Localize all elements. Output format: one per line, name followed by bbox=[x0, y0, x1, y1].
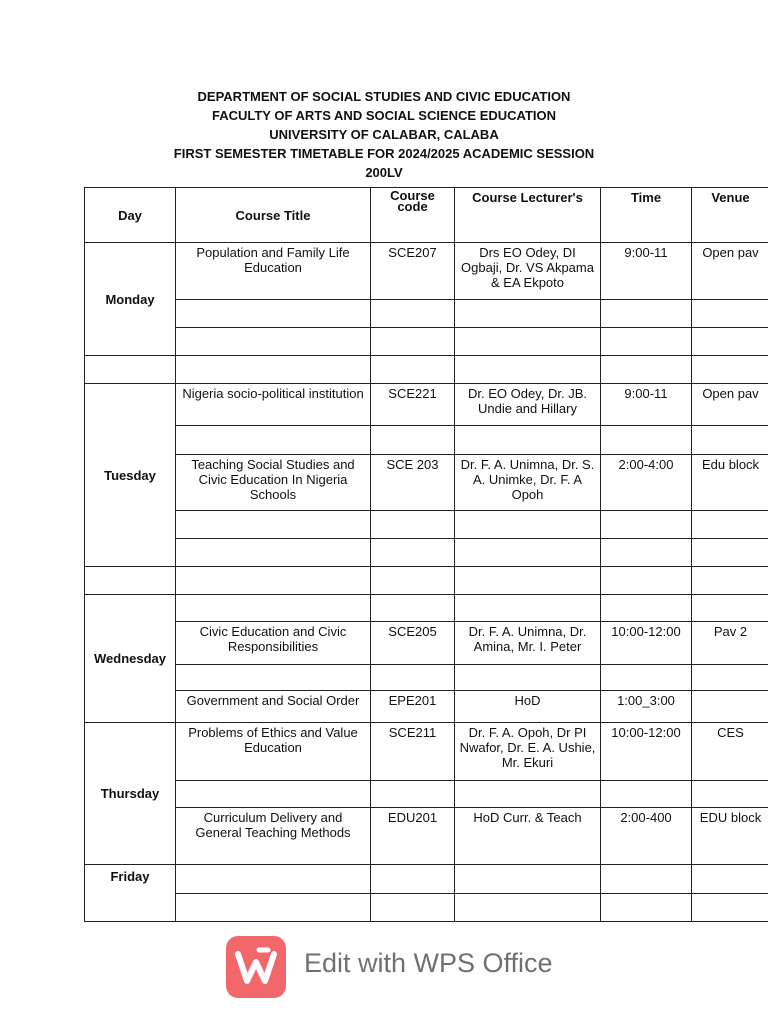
lecturer-cell: Dr. F. A. Unimna, Dr. S. A. Unimke, Dr. F. A Opoh bbox=[455, 455, 601, 511]
lecturer-cell: HoD bbox=[455, 691, 601, 723]
empty-row bbox=[85, 665, 768, 691]
university-title: UNIVERSITY OF CALABAR, CALABA bbox=[269, 127, 499, 142]
empty-row bbox=[85, 781, 768, 808]
lecturer-cell: Drs EO Odey, DI Ogbaji, Dr. VS Akpama & EA Ekpoto bbox=[455, 243, 601, 300]
table-row bbox=[85, 723, 768, 781]
course-title-cell: Problems of Ethics and Value Education bbox=[176, 723, 371, 781]
lecturer-cell: Dr. F. A. Opoh, Dr PI Nwafor, Dr. E. A. Ushie, Mr. Ekuri bbox=[455, 723, 601, 781]
course-code-cell: SCE205 bbox=[371, 622, 455, 665]
time-cell: 10:00-12:00 bbox=[601, 622, 692, 665]
wps-edit-link[interactable]: Edit with WPS Office bbox=[304, 948, 553, 978]
day-friday: Friday bbox=[85, 865, 176, 922]
table-row bbox=[85, 808, 768, 865]
empty-row bbox=[85, 300, 768, 328]
document-heading bbox=[0, 87, 768, 182]
separator-row bbox=[85, 567, 768, 595]
col-lecturers: Course Lecturer's bbox=[455, 188, 601, 243]
faculty-title: FACULTY OF ARTS AND SOCIAL SCIENCE EDUCATION bbox=[211, 108, 557, 123]
empty-row bbox=[85, 426, 768, 455]
header-row bbox=[85, 188, 768, 243]
time-cell: 2:00-4:00 bbox=[601, 455, 692, 511]
table-row bbox=[85, 455, 768, 511]
venue-cell: CES bbox=[692, 723, 768, 781]
empty-row bbox=[85, 595, 768, 622]
table-row bbox=[85, 622, 768, 665]
col-day: Day bbox=[85, 188, 176, 243]
course-code-cell: EPE201 bbox=[371, 691, 455, 723]
time-cell: 1:00_3:00 bbox=[601, 691, 692, 723]
course-code-cell: SCE 203 bbox=[371, 455, 455, 511]
day-thursday: Thursday bbox=[85, 723, 176, 865]
venue-cell: Edu block bbox=[692, 455, 768, 511]
table-row bbox=[85, 243, 768, 300]
department-title: DEPARTMENT OF SOCIAL STUDIES AND CIVIC EDUCATION bbox=[197, 89, 571, 104]
course-title-cell: Population and Family Life Education bbox=[176, 243, 371, 300]
col-course-code: Course code bbox=[371, 188, 455, 243]
course-title-cell: Curriculum Delivery and General Teaching Methods bbox=[176, 808, 371, 865]
table-row bbox=[85, 384, 768, 426]
course-title-cell: Civic Education and Civic Responsibilities bbox=[176, 622, 371, 665]
empty-row bbox=[85, 511, 768, 539]
course-title-cell: Nigeria socio-political institution bbox=[176, 384, 371, 426]
course-code-cell: SCE207 bbox=[371, 243, 455, 300]
venue-cell: Open pav bbox=[692, 384, 768, 426]
wps-logo-icon bbox=[226, 936, 286, 998]
empty-row bbox=[85, 328, 768, 356]
course-title-cell: Teaching Social Studies and Civic Education In Nigeria Schools bbox=[176, 455, 371, 511]
col-venue: Venue bbox=[692, 188, 768, 243]
separator-row bbox=[85, 356, 768, 384]
level-title: 200LV bbox=[365, 165, 403, 180]
empty-row bbox=[85, 865, 768, 894]
time-cell: 9:00-11 bbox=[601, 243, 692, 300]
course-code-cell: SCE221 bbox=[371, 384, 455, 426]
venue-cell bbox=[692, 691, 768, 723]
course-code-cell: SCE211 bbox=[371, 723, 455, 781]
lecturer-cell: HoD Curr. & Teach bbox=[455, 808, 601, 865]
time-cell: 10:00-12:00 bbox=[601, 723, 692, 781]
timetable-title: FIRST SEMESTER TIMETABLE FOR 2024/2025 ACADEMIC SESSION bbox=[173, 146, 595, 161]
col-time: Time bbox=[601, 188, 692, 243]
day-tuesday: Tuesday bbox=[85, 384, 176, 567]
time-cell: 9:00-11 bbox=[601, 384, 692, 426]
venue-cell: Open pav bbox=[692, 243, 768, 300]
lecturer-cell: Dr. EO Odey, Dr. JB. Undie and Hillary bbox=[455, 384, 601, 426]
venue-cell: EDU block bbox=[692, 808, 768, 865]
lecturer-cell: Dr. F. A. Unimna, Dr. Amina, Mr. I. Peter bbox=[455, 622, 601, 665]
day-wednesday: Wednesday bbox=[85, 595, 176, 723]
empty-row bbox=[85, 894, 768, 922]
col-course-title: Course Title bbox=[176, 188, 371, 243]
venue-cell: Pav 2 bbox=[692, 622, 768, 665]
timetable bbox=[84, 187, 768, 922]
course-title-cell: Government and Social Order bbox=[176, 691, 371, 723]
course-code-cell: EDU201 bbox=[371, 808, 455, 865]
table-row bbox=[85, 691, 768, 723]
empty-row bbox=[85, 539, 768, 567]
day-monday: Monday bbox=[85, 243, 176, 356]
time-cell: 2:00-400 bbox=[601, 808, 692, 865]
